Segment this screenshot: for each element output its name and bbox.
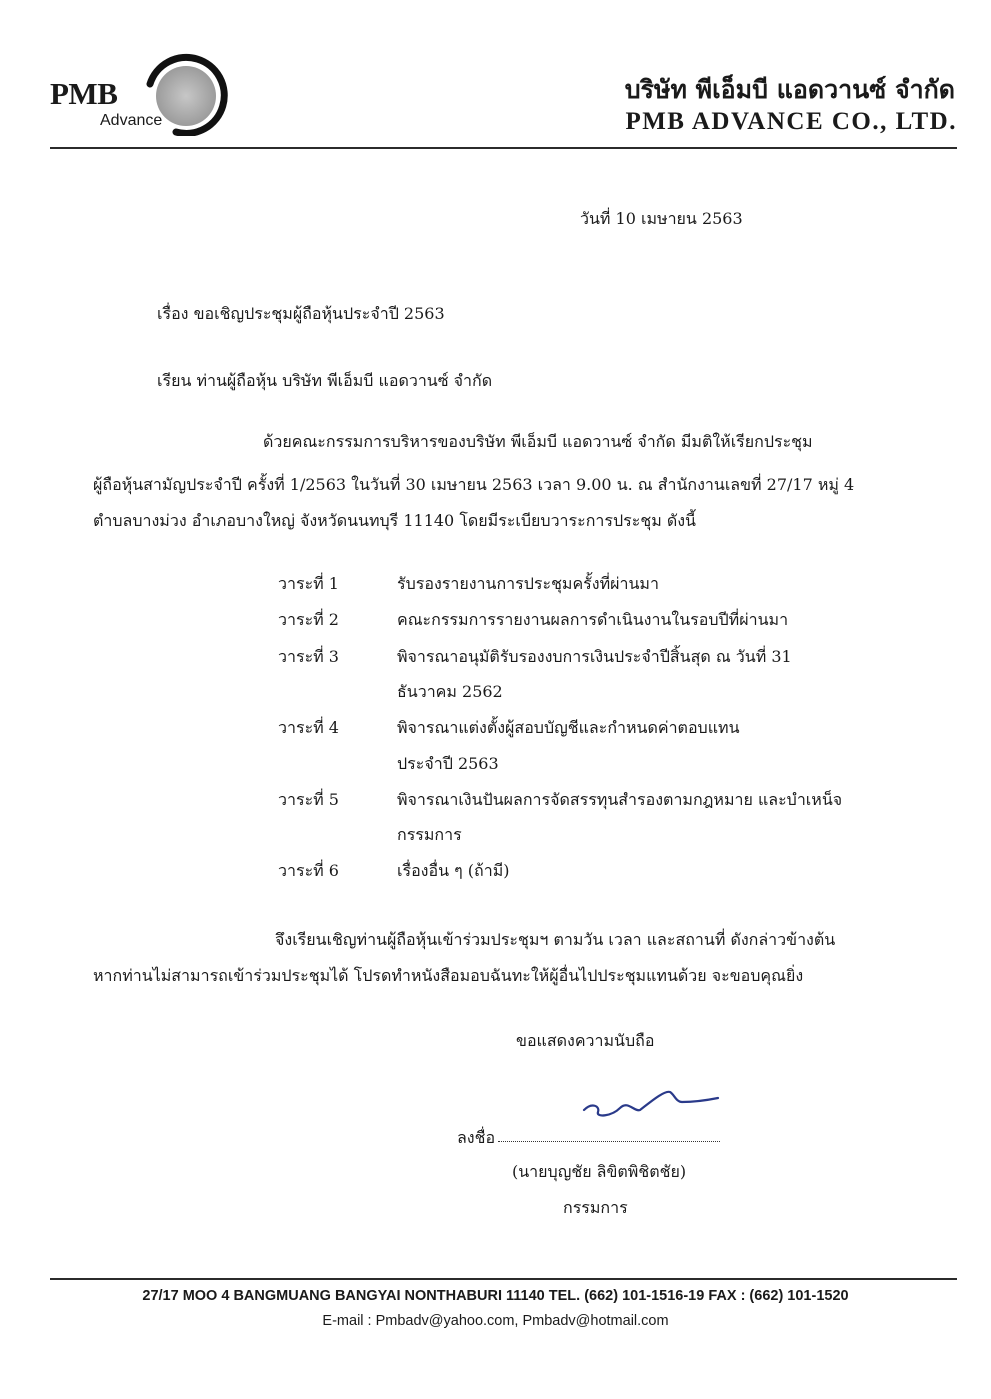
agenda-text: รับรองรายงานการประชุมครั้งที่ผ่านมา [397, 574, 659, 593]
agenda-label: วาระที่ 1 [278, 574, 339, 593]
signer-name: (นายบุญชัย ลิขิตพิชิตชัย) [512, 1162, 687, 1181]
company-name-english: PMB ADVANCE CO., LTD. [625, 108, 957, 135]
footer-address: 27/17 MOO 4 BANGMUANG BANGYAI NONTHABURI 11140 TEL. (662) 101-1516-19 FAX : (662) 101-1520 [142, 1288, 849, 1304]
agenda-label: วาระที่ 2 [278, 610, 339, 629]
agenda-text: คณะกรรมการรายงานผลการดำเนินงานในรอบปีที่ผ่านมา [397, 610, 789, 629]
intro-line: ด้วยคณะกรรมการบริหารของบริษัท พีเอ็มบี แอดวานซ์ จำกัด มีมติให้เรียกประชุม [263, 432, 813, 451]
logo-text-pmb: PMB [50, 76, 118, 111]
signature-label: ลงชื่อ [457, 1128, 496, 1147]
company-logo [48, 42, 238, 142]
signature-mark [578, 1080, 728, 1130]
logo-text-advance: Advance [100, 112, 163, 129]
letter-recipient: เรียน ท่านผู้ถือหุ้น บริษัท พีเอ็มบี แอดวานซ์ จำกัด [157, 371, 493, 390]
letter-subject: เรื่อง ขอเชิญประชุมผู้ถือหุ้นประจำปี 2563 [157, 304, 445, 323]
agenda-label: วาระที่ 6 [278, 861, 339, 880]
agenda-text: พิจารณาอนุมัติรับรองงบการเงินประจำปีสิ้นสุด ณ วันที่ 31 [397, 647, 792, 666]
footer-divider [50, 1278, 957, 1280]
signature-line [498, 1140, 720, 1142]
agenda-text: พิจารณาแต่งตั้งผู้สอบบัญชีและกำหนดค่าตอบแทน [397, 718, 740, 737]
agenda-text: กรรมการ [397, 825, 462, 844]
agenda-text: ประจำปี 2563 [397, 754, 499, 773]
agenda-text: ธันวาคม 2562 [397, 682, 503, 701]
intro-line: ผู้ถือหุ้นสามัญประจำปี ครั้งที่ 1/2563 ในวันที่ 30 เมษายน 2563 เวลา 9.00 น. ณ สำนักงานเลขที่ 27/17 หมู่ 4 [93, 475, 855, 494]
agenda-text: เรื่องอื่น ๆ (ถ้ามี) [397, 861, 510, 880]
agenda-label: วาระที่ 5 [278, 790, 339, 809]
closing-text: ขอแสดงความนับถือ [516, 1031, 655, 1050]
invite-line: หากท่านไม่สามารถเข้าร่วมประชุมได้ โปรดทำหนังสือมอบฉันทะให้ผู้อื่นไปประชุมแทนด้วย จะขอบคุณยิ่ง [93, 966, 804, 985]
header-divider [50, 147, 957, 149]
invite-line: จึงเรียนเชิญท่านผู้ถือหุ้นเข้าร่วมประชุมฯ ตามวัน เวลา และสถานที่ ดังกล่าวข้างต้น [275, 930, 836, 949]
signer-title: กรรมการ [563, 1198, 628, 1217]
agenda-label: วาระที่ 4 [278, 718, 339, 737]
letter-date: วันที่ 10 เมษายน 2563 [580, 209, 743, 228]
company-name-thai: บริษัท พีเอ็มบี แอดวานซ์ จำกัด [624, 75, 955, 104]
agenda-label: วาระที่ 3 [278, 647, 339, 666]
intro-line: ตำบลบางม่วง อำเภอบางใหญ่ จังหวัดนนทบุรี 11140 โดยมีระเบียบวาระการประชุม ดังนี้ [93, 511, 696, 530]
footer-email: E-mail : Pmbadv@yahoo.com, Pmbadv@hotmail.com [322, 1313, 669, 1329]
agenda-text: พิจารณาเงินปันผลการจัดสรรทุนสำรองตามกฎหมาย และบำเหน็จ [397, 790, 843, 809]
